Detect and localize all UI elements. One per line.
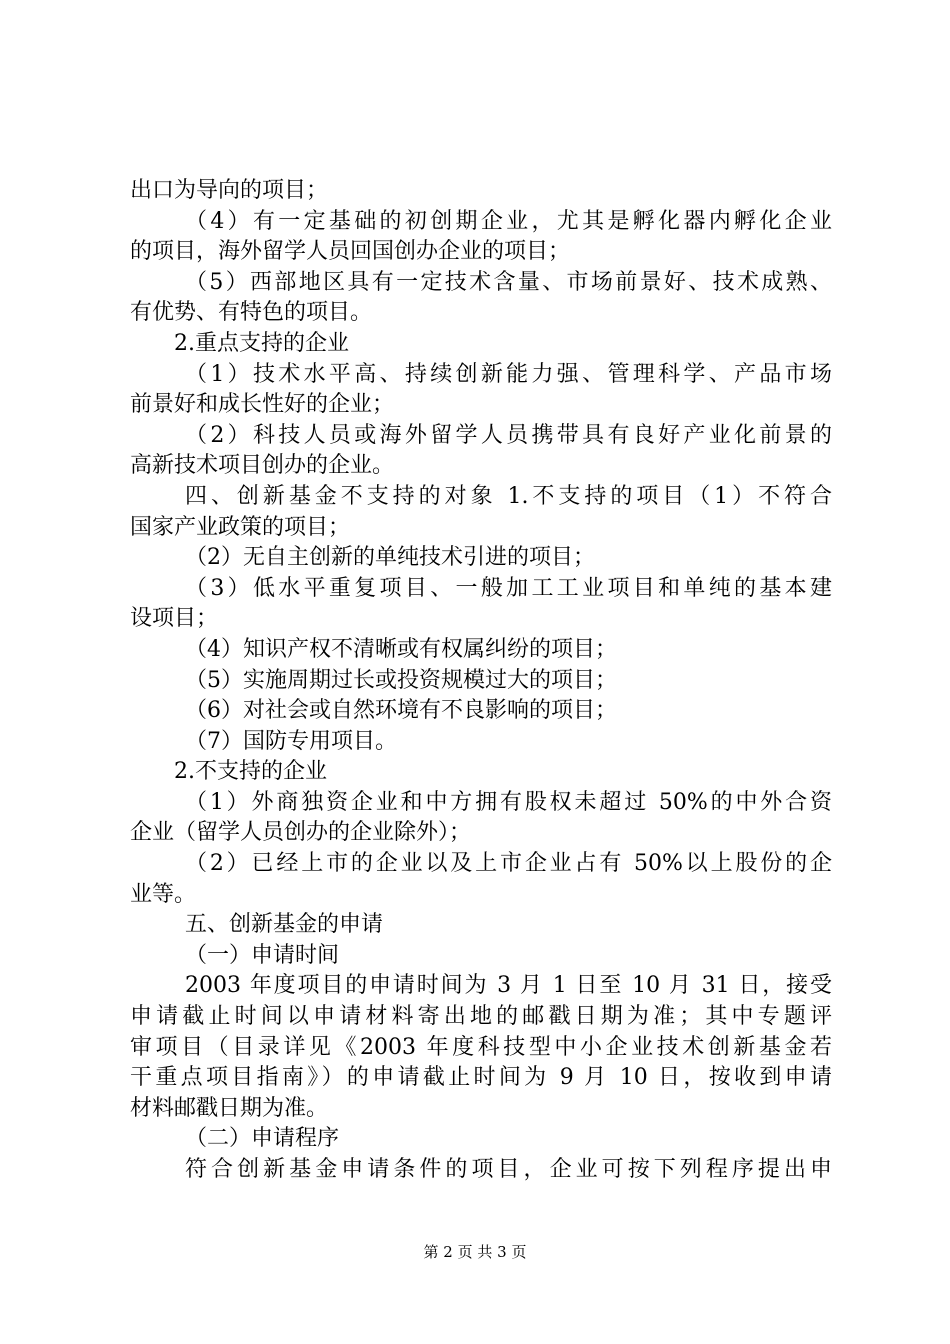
text-line: （5）西部地区具有一定技术含量、市场前景好、技术成熟、 (185, 269, 832, 295)
text-line: 企业（留学人员创办的企业除外）； (130, 820, 472, 846)
text-line: 符合创新基金申请条件的项目，企业可按下列程序提出申 (185, 1157, 832, 1182)
text-line: 出口为导向的项目； (130, 178, 329, 203)
text-line: （4）知识产权不清晰或有权属纠纷的项目； (185, 636, 617, 662)
text-line: 的项目，海外留学人员回国创办企业的项目； (130, 239, 571, 265)
text-line: 设项目； (130, 606, 219, 632)
text-line: 2.重点支持的企业 (174, 330, 349, 356)
text-line: （二）申请程序 (185, 1126, 340, 1152)
text-line: 五、创新基金的申请 (185, 912, 384, 938)
text-line: （4）有一定基础的初创期企业，尤其是孵化器内孵化企业 (185, 208, 832, 234)
text-line: 2003 年度项目的申请时间为 3 月 1 日至 10 月 31 日，接受 (185, 973, 832, 999)
text-line: （1）技术水平高、持续创新能力强、管理科学、产品市场 (185, 361, 832, 387)
text-line: 国家产业政策的项目； (130, 514, 351, 540)
text-line: （3）低水平重复项目、一般加工工业项目和单纯的基本建 (185, 575, 832, 601)
text-line: （6）对社会或自然环境有不良影响的项目； (185, 698, 617, 724)
text-line: 申请截止时间以申请材料寄出地的邮戳日期为准；其中专题评 (130, 1004, 832, 1030)
text-line: （一）申请时间 (185, 942, 340, 968)
text-line: （1）外商独资企业和中方拥有股权未超过 50%的中外合资 (185, 789, 832, 815)
text-line: 2.不支持的企业 (174, 759, 327, 785)
text-line: 高新技术项目创办的企业。 (130, 453, 395, 479)
text-line: 材料邮戳日期为准。 (130, 1095, 329, 1121)
text-line: 前景好和成长性好的企业； (130, 392, 395, 418)
page-footer: 第 2 页 共 3 页 (423, 1243, 527, 1261)
text-line: 四、创新基金不支持的对象 1.不支持的项目（1）不符合 (185, 483, 832, 509)
text-line: （2）无自主创新的单纯技术引进的项目； (185, 545, 595, 571)
text-line: 业等。 (130, 881, 197, 907)
document-body (130, 176, 832, 1186)
text-line: 有优势、有特色的项目。 (130, 300, 373, 326)
text-line: 审项目（目录详见《2003 年度科技型中小企业技术创新基金若 (130, 1034, 832, 1060)
text-line: （5）实施周期过长或投资规模过大的项目； (185, 667, 617, 693)
text-line: 干重点项目指南》）的申请截止时间为 9 月 10 日，按收到申请 (130, 1065, 832, 1091)
text-line: （7）国防专用项目。 (185, 728, 397, 754)
text-line: （2）已经上市的企业以及上市企业占有 50%以上股份的企 (185, 851, 832, 877)
text-line: （2）科技人员或海外留学人员携带具有良好产业化前景的 (185, 422, 832, 448)
